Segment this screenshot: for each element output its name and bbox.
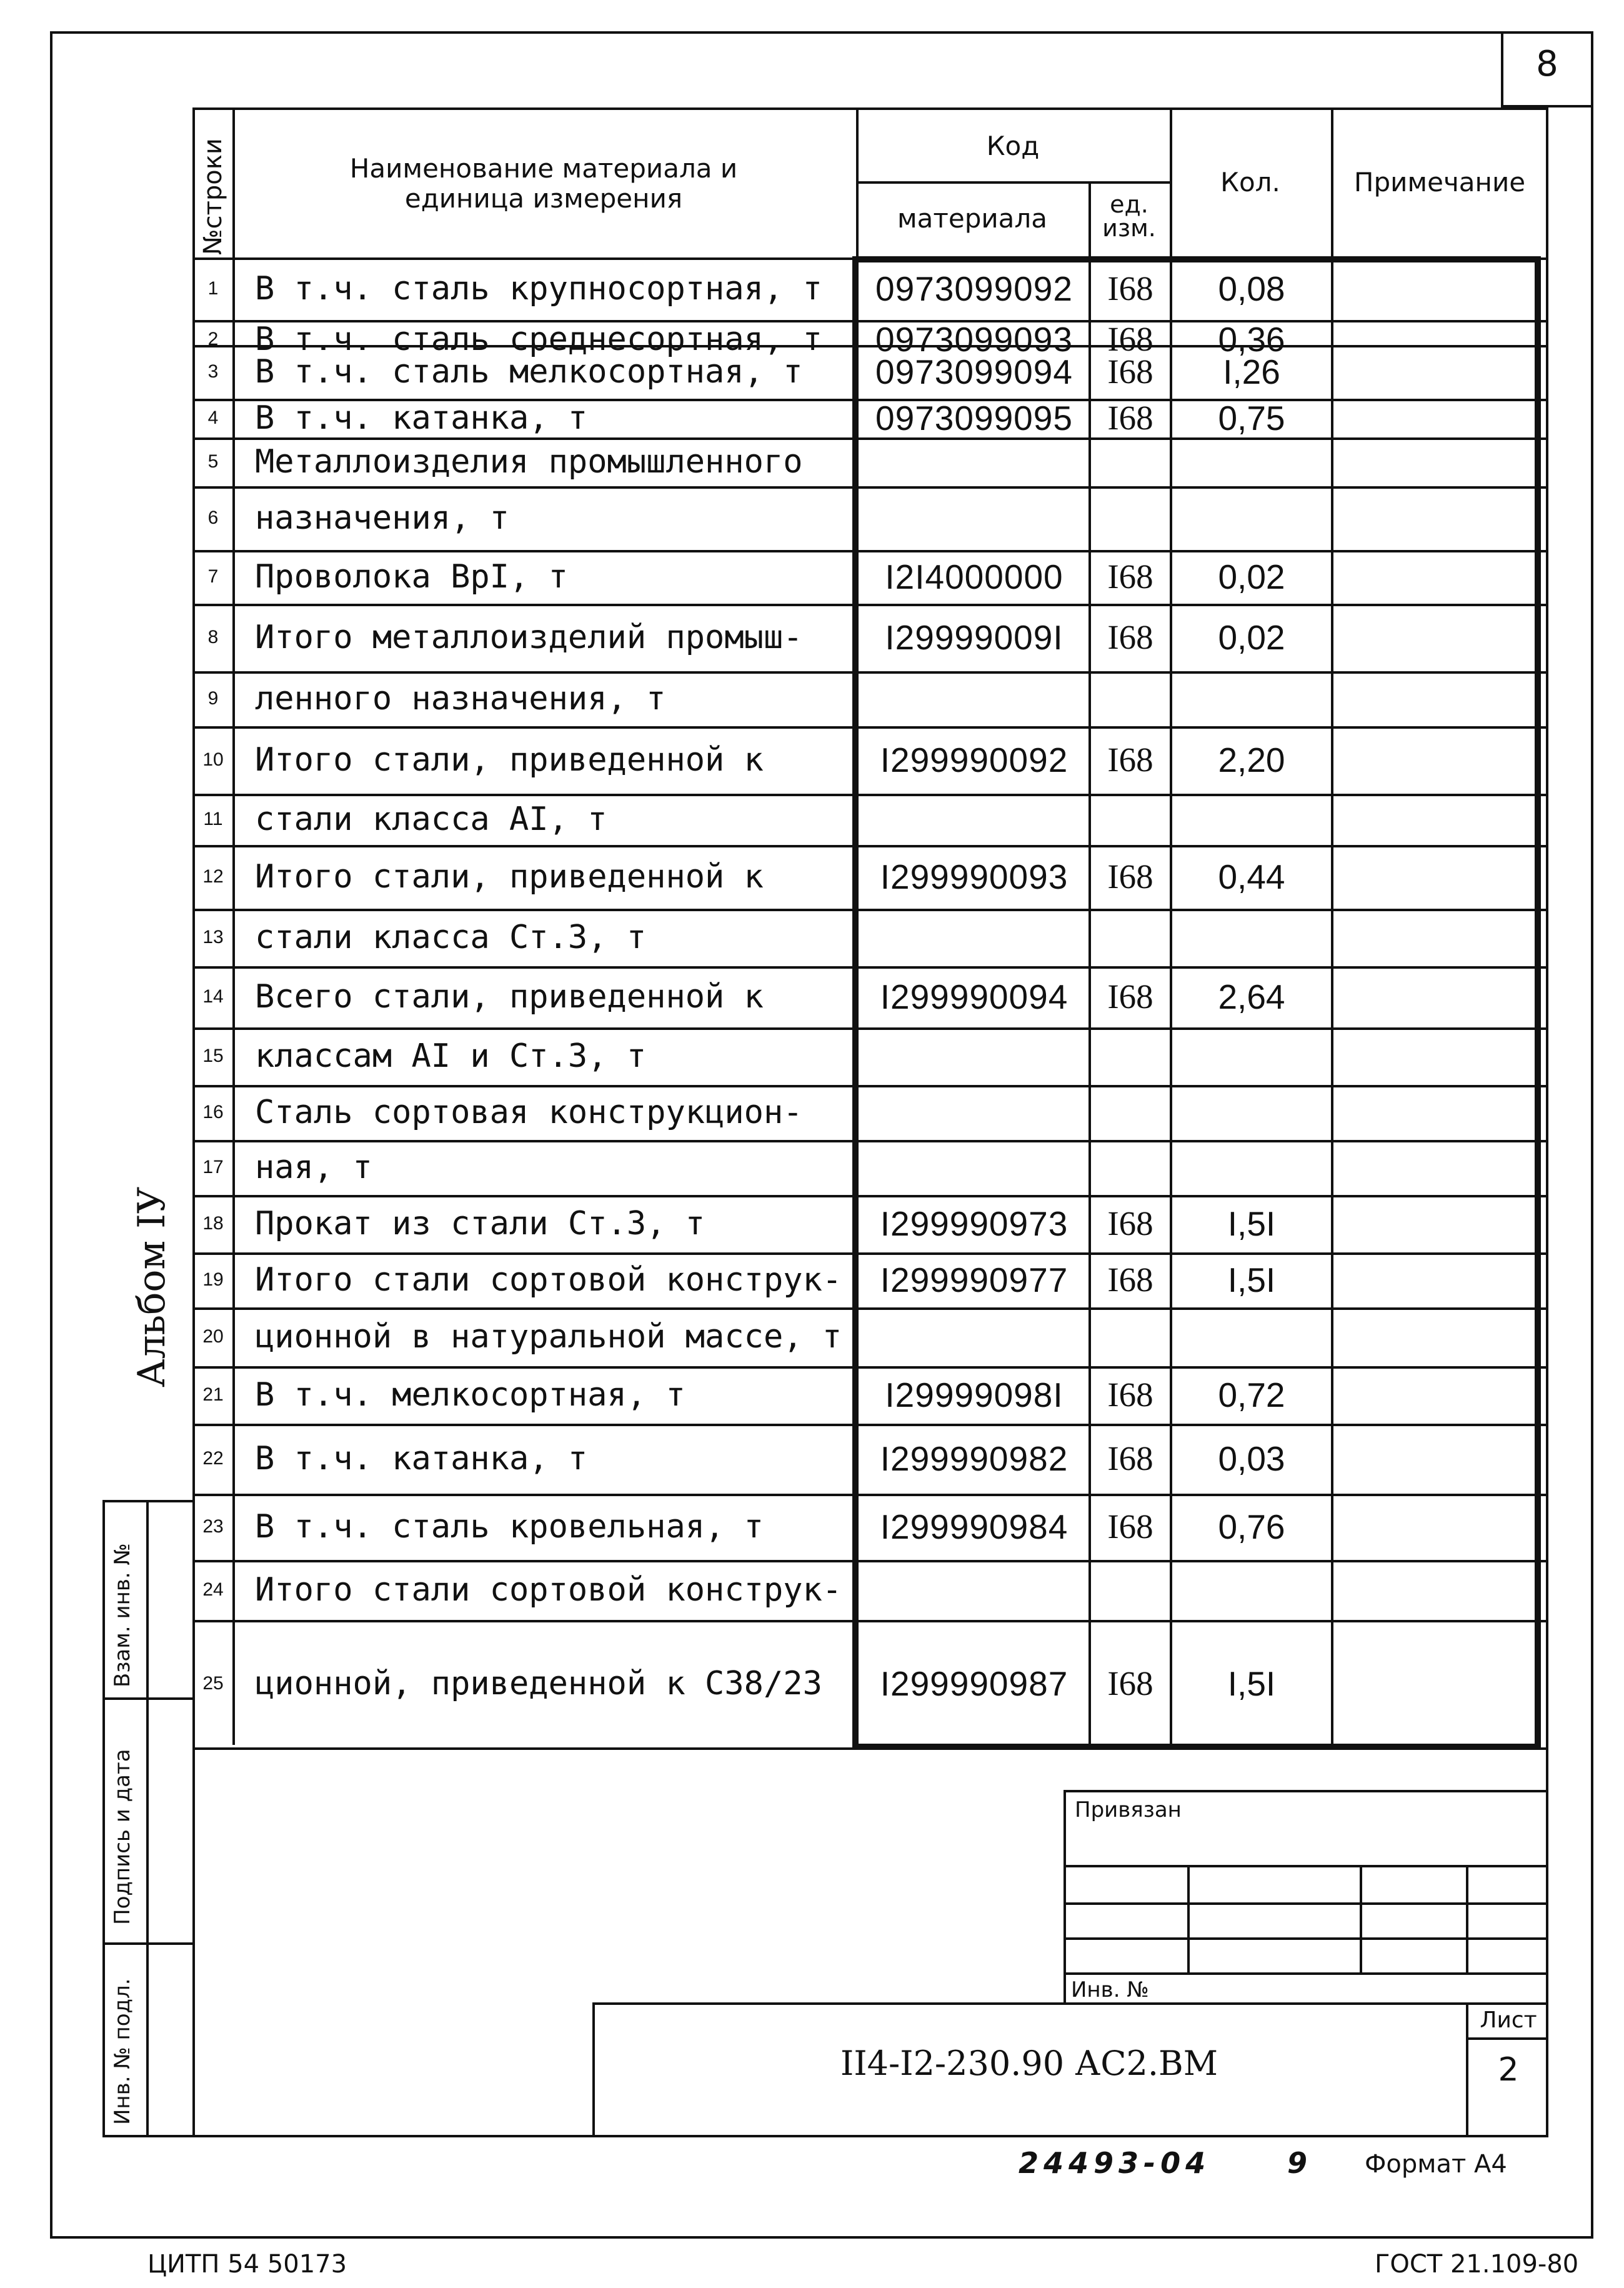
col-line-rowno <box>232 107 235 1745</box>
row-unit: I68 <box>1107 320 1153 358</box>
row-unit: I68 <box>1107 269 1153 307</box>
row-name: В т.ч. сталь крупносортная, т <box>255 270 822 307</box>
side-stamp-line1 <box>102 1697 195 1700</box>
row-unit: I68 <box>1107 857 1153 896</box>
privyazan-label: Привязан <box>1075 1797 1182 1822</box>
row-name: классам АI и Ст.3, т <box>255 1037 647 1075</box>
row-code: 0973099093 <box>875 320 1073 359</box>
row-name: назначения, т <box>255 499 509 537</box>
title-block-top <box>1064 1790 1548 1792</box>
row-number: 10 <box>202 749 224 770</box>
row-code: I299990977 <box>880 1261 1069 1299</box>
row-name: В т.ч. сталь кровельная, т <box>255 1508 764 1546</box>
row-unit: I68 <box>1107 741 1153 779</box>
row-code: I299990973 <box>880 1204 1069 1243</box>
sheet-value: 2 <box>1498 2051 1519 2089</box>
row-separator <box>192 1140 1548 1142</box>
row-code: I299990094 <box>880 977 1069 1016</box>
row-unit: I68 <box>1107 977 1153 1016</box>
handwritten-number: 24493-04 <box>1019 2146 1211 2180</box>
row-number: 1 <box>207 278 219 299</box>
row-separator <box>192 726 1548 729</box>
header-split-line <box>856 181 1170 184</box>
row-unit: I68 <box>1107 399 1153 437</box>
row-code: I29999009I <box>885 618 1064 657</box>
row-unit: I68 <box>1107 1261 1153 1299</box>
row-unit: I68 <box>1107 352 1153 391</box>
row-number: 21 <box>202 1384 224 1405</box>
row-qty: 0,02 <box>1218 618 1285 657</box>
frame-left-line <box>50 31 52 2239</box>
row-unit: I68 <box>1107 618 1153 656</box>
row-number: 13 <box>202 927 224 947</box>
row-name: В т.ч. сталь мелкосортная, т <box>255 353 803 391</box>
row-number: 6 <box>207 507 219 528</box>
row-name: ленного назначения, т <box>255 680 666 717</box>
row-separator <box>192 1195 1548 1197</box>
row-name: Прокат из стали Ст.3, т <box>255 1205 705 1242</box>
side-stamp-divider <box>146 1500 149 2137</box>
sheet-label: Лист <box>1480 2007 1537 2033</box>
row-number: 19 <box>202 1269 224 1290</box>
row-code: I299990984 <box>880 1507 1069 1546</box>
row-qty: 0,36 <box>1218 320 1285 359</box>
row-separator <box>192 845 1548 847</box>
row-qty: I,5I <box>1227 1204 1276 1243</box>
row-name: Итого стали, приведенной к <box>255 858 764 896</box>
row-name: Итого стали, приведенной к <box>255 741 764 779</box>
row-separator <box>192 1560 1548 1562</box>
title-block-v3 <box>1466 1865 1468 1972</box>
row-code: I29999098I <box>885 1376 1064 1414</box>
row-code: I299990092 <box>880 741 1069 779</box>
title-block-left <box>1064 1790 1066 2002</box>
row-unit: I68 <box>1107 1439 1153 1477</box>
row-number: 4 <box>207 407 219 428</box>
format-label: Формат А4 <box>1365 2150 1507 2179</box>
title-block-v2 <box>1360 1865 1362 1972</box>
row-number: 9 <box>207 688 219 709</box>
row-code: I299990987 <box>880 1664 1069 1703</box>
row-qty: 0,72 <box>1218 1376 1285 1414</box>
row-unit: I68 <box>1107 557 1153 596</box>
header-row-no: №строки <box>199 138 227 255</box>
row-code: I2I4000000 <box>885 557 1064 596</box>
row-qty: 0,08 <box>1218 269 1285 308</box>
header-note: Примечание <box>1353 167 1526 197</box>
row-name: стали класса АI, т <box>255 801 607 838</box>
row-separator <box>192 909 1548 911</box>
header-qty: Кол. <box>1220 167 1280 197</box>
row-number: 24 <box>202 1579 224 1600</box>
header-unit-line1: ед. <box>1110 191 1148 218</box>
row-unit: I68 <box>1107 1507 1153 1546</box>
row-code: I299990093 <box>880 857 1069 896</box>
row-number: 7 <box>207 566 219 587</box>
header-code: Код <box>986 131 1040 161</box>
podpis-data-label: Подпись и дата <box>110 1749 135 1925</box>
side-stamp-line2 <box>102 1942 195 1945</box>
row-name: Итого металлоизделий промыш- <box>255 619 803 656</box>
row-unit: I68 <box>1107 1376 1153 1414</box>
inv-podl-label: Инв. № подл. <box>110 1978 135 2125</box>
title-block-line2 <box>1064 1902 1548 1905</box>
page-number: 8 <box>1536 44 1558 84</box>
row-separator <box>192 966 1548 969</box>
frame-right-line <box>1591 31 1593 2239</box>
inv-no-label: Инв. № <box>1071 1977 1149 2002</box>
row-name: Всего стали, приведенной к <box>255 978 764 1016</box>
album-label: Альбом IУ <box>130 1186 174 1387</box>
row-qty: 0,02 <box>1218 557 1285 596</box>
row-name: В т.ч. катанка, т <box>255 399 588 437</box>
frame-top-line <box>50 31 1593 34</box>
row-code: I299990982 <box>880 1439 1069 1478</box>
designation: II4-I2-230.90 АС2.ВМ <box>840 2044 1218 2083</box>
row-name: ционной в натуральной массе, т <box>255 1318 842 1356</box>
row-separator <box>192 1424 1548 1426</box>
row-separator <box>192 486 1548 489</box>
frame-bottom-line <box>50 2236 1593 2239</box>
sheet-box-split <box>1466 2037 1548 2040</box>
row-number: 16 <box>202 1102 224 1122</box>
row-name: Итого стали сортовой конструк- <box>255 1261 842 1299</box>
handwritten-number-2: 9 <box>1287 2146 1308 2180</box>
row-separator <box>192 671 1548 674</box>
row-separator <box>192 1307 1548 1310</box>
header-unit-line2: изм. <box>1102 214 1156 242</box>
row-name: ная, т <box>255 1149 372 1186</box>
row-number: 20 <box>202 1326 224 1347</box>
row-qty: I,26 <box>1223 352 1280 391</box>
row-qty: 0,75 <box>1218 399 1285 437</box>
row-number: 2 <box>207 329 219 349</box>
row-qty: 0,03 <box>1218 1439 1285 1478</box>
title-main-top <box>592 2002 1548 2005</box>
row-name: В т.ч. мелкосортная, т <box>255 1376 685 1414</box>
title-block-v1 <box>1187 1865 1190 1972</box>
row-name: стали класса Ст.3, т <box>255 919 647 956</box>
row-code: 0973099094 <box>875 352 1073 391</box>
row-separator <box>192 1747 1548 1750</box>
row-qty: 0,44 <box>1218 857 1285 896</box>
row-qty: 0,76 <box>1218 1507 1285 1546</box>
row-number: 17 <box>202 1157 224 1177</box>
row-number: 25 <box>202 1673 224 1694</box>
title-block-line3 <box>1064 1937 1548 1940</box>
row-number: 15 <box>202 1046 224 1066</box>
row-number: 23 <box>202 1516 224 1537</box>
title-block-line4 <box>1064 1972 1548 1975</box>
row-name: В т.ч. сталь среднесортная, т <box>255 321 822 358</box>
header-name: Наименование материала и единица измерения <box>349 153 738 214</box>
row-separator <box>192 1027 1548 1030</box>
row-separator <box>192 794 1548 796</box>
row-separator <box>192 1252 1548 1255</box>
row-name: Проволока ВрI, т <box>255 558 568 596</box>
row-unit: I68 <box>1107 1204 1153 1242</box>
header-material: материала <box>897 203 1047 234</box>
row-separator <box>192 1494 1548 1496</box>
row-name: Итого стали сортовой конструк- <box>255 1571 842 1609</box>
row-code: 0973099092 <box>875 269 1073 308</box>
footer-gost: ГОСТ 21.109-80 <box>1375 2250 1579 2279</box>
row-separator <box>192 604 1548 606</box>
row-qty: I,5I <box>1227 1664 1276 1703</box>
title-block-line1 <box>1064 1865 1548 1867</box>
row-qty: 2,20 <box>1218 741 1285 779</box>
row-name: ционной, приведенной к С38/23 <box>255 1665 822 1702</box>
row-name: Металлоизделия промышленного <box>255 443 803 481</box>
row-separator <box>192 1366 1548 1369</box>
vzam-inv-label: Взам. инв. № <box>110 1543 135 1687</box>
row-separator <box>192 1620 1548 1622</box>
footer-left-code: ЦИТП 54 50173 <box>147 2250 347 2279</box>
row-number: 12 <box>202 866 224 887</box>
row-separator <box>192 550 1548 552</box>
row-number: 18 <box>202 1213 224 1234</box>
row-unit: I68 <box>1107 1664 1153 1702</box>
row-qty: I,5I <box>1227 1261 1276 1299</box>
row-number: 14 <box>202 986 224 1007</box>
row-name: В т.ч. катанка, т <box>255 1440 588 1477</box>
row-code: 0973099095 <box>875 399 1073 437</box>
row-separator <box>192 1085 1548 1087</box>
row-name: Сталь сортовая конструкцион- <box>255 1094 803 1131</box>
row-separator <box>192 437 1548 440</box>
row-number: 8 <box>207 627 219 647</box>
row-number: 11 <box>203 809 223 829</box>
row-number: 5 <box>207 451 219 472</box>
row-qty: 2,64 <box>1218 977 1285 1016</box>
row-number: 3 <box>207 361 219 382</box>
row-number: 22 <box>202 1448 224 1469</box>
